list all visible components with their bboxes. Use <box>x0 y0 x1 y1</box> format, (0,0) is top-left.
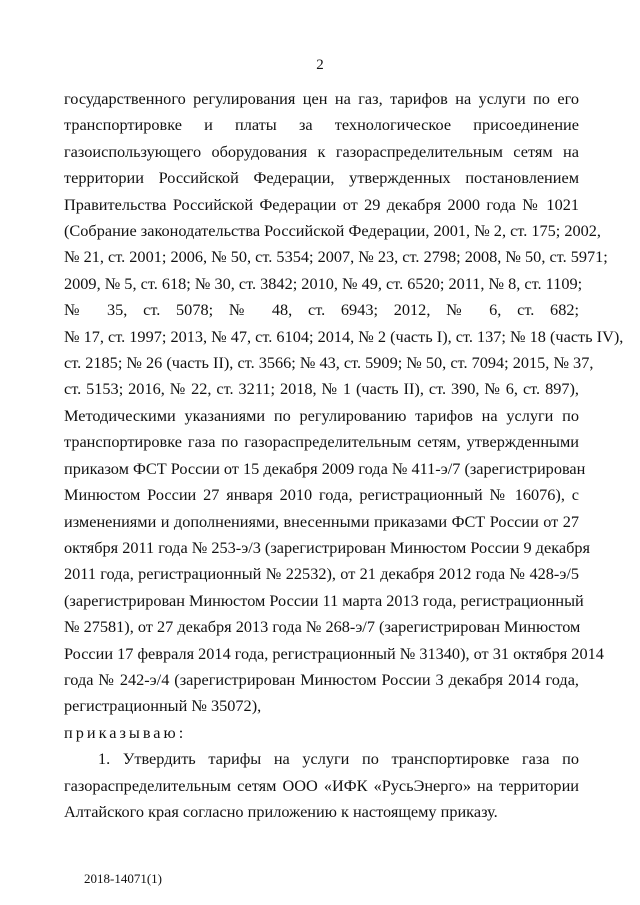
text-line: № 21, ст. 2001; 2006, № 50, ст. 5354; 2007, № 23, ст. 2798; 2008, № 50, ст. 5971; <box>64 247 608 267</box>
text-line: ст. 2185; № 26 (часть II), ст. 3566; № 43, ст. 5909; № 50, ст. 7094; 2015, № 37, <box>64 353 594 373</box>
text-line: (Собрание законодательства Российской Федерации, 2001, № 2, ст. 175; 2002, <box>64 221 601 241</box>
order-word: приказываю: <box>64 722 187 742</box>
text-line: транспортировке и платы за технологическое присоединение <box>64 115 579 135</box>
main-paragraph <box>64 86 624 720</box>
text-line: газораспределительным сетям ООО «ИФК «РусьЭнерго» на территории <box>64 775 579 795</box>
order-item-1 <box>64 746 579 825</box>
text-line: государственного регулирования цен на газ, тарифов на услуги по его <box>64 89 579 108</box>
document-body <box>64 86 624 825</box>
text-line: Правительства Российской Федерации от 29 декабря 2000 года № 1021 <box>64 194 579 214</box>
text-line: газоиспользующего оборудования к газораспределительным сетям на <box>64 141 579 161</box>
text-line: № 35, ст. 5078; № 48, ст. 6943; 2012, № 6, ст. 682; <box>64 300 579 320</box>
text-line: изменениями и дополнениями, внесенными приказами ФСТ России от 27 <box>64 511 579 531</box>
text-line: октября 2011 года № 253-э/3 (зарегистрирован Минюстом России 9 декабря <box>64 537 590 557</box>
text-line: Алтайского края согласно приложению к настоящему приказу. <box>64 801 498 821</box>
text-line: 1. Утвердить тарифы на услуги по транспортировке газа по <box>98 749 579 769</box>
text-line: № 17, ст. 1997; 2013, № 47, ст. 6104; 2014, № 2 (часть I), ст. 137; № 18 (часть IV), <box>64 326 624 346</box>
text-line: транспортировке газа по газораспределительным сетям, утвержденными <box>64 432 579 452</box>
text-line: (зарегистрирован Минюстом России 11 марта 2013 года, регистрационный <box>64 590 584 610</box>
document-code: 2018-14071(1) <box>84 871 162 886</box>
text-line: Методическими указаниями по регулированию тарифов на услуги по <box>64 405 579 425</box>
text-line: года № 242-э/4 (зарегистрирован Минюстом России 3 декабря 2014 года, <box>64 669 579 689</box>
text-line: приказом ФСТ России от 15 декабря 2009 года № 411-э/7 (зарегистрирован <box>64 458 586 478</box>
text-line: 2011 года, регистрационный № 22532), от 21 декабря 2012 года № 428-э/5 <box>64 564 579 584</box>
page-number: 2 <box>316 57 324 73</box>
text-line: территории Российской Федерации, утвержденных постановлением <box>64 168 579 188</box>
text-line: 2009, № 5, ст. 618; № 30, ст. 3842; 2010, № 49, ст. 6520; 2011, № 8, ст. 1109; <box>64 273 583 293</box>
text-line: № 27581), от 27 декабря 2013 года № 268-э/7 (зарегистрирован Минюстом <box>64 617 581 637</box>
text-line: ст. 5153; 2016, № 22, ст. 3211; 2018, № 1 (часть II), ст. 390, № 6, ст. 897), <box>64 379 579 399</box>
text-line: регистрационный № 35072), <box>64 696 262 716</box>
text-line: Минюстом России 27 января 2010 года, регистрационный № 16076), с <box>64 485 579 505</box>
text-line: России 17 февраля 2014 года, регистрационный № 31340), от 31 октября 2014 <box>64 643 604 663</box>
